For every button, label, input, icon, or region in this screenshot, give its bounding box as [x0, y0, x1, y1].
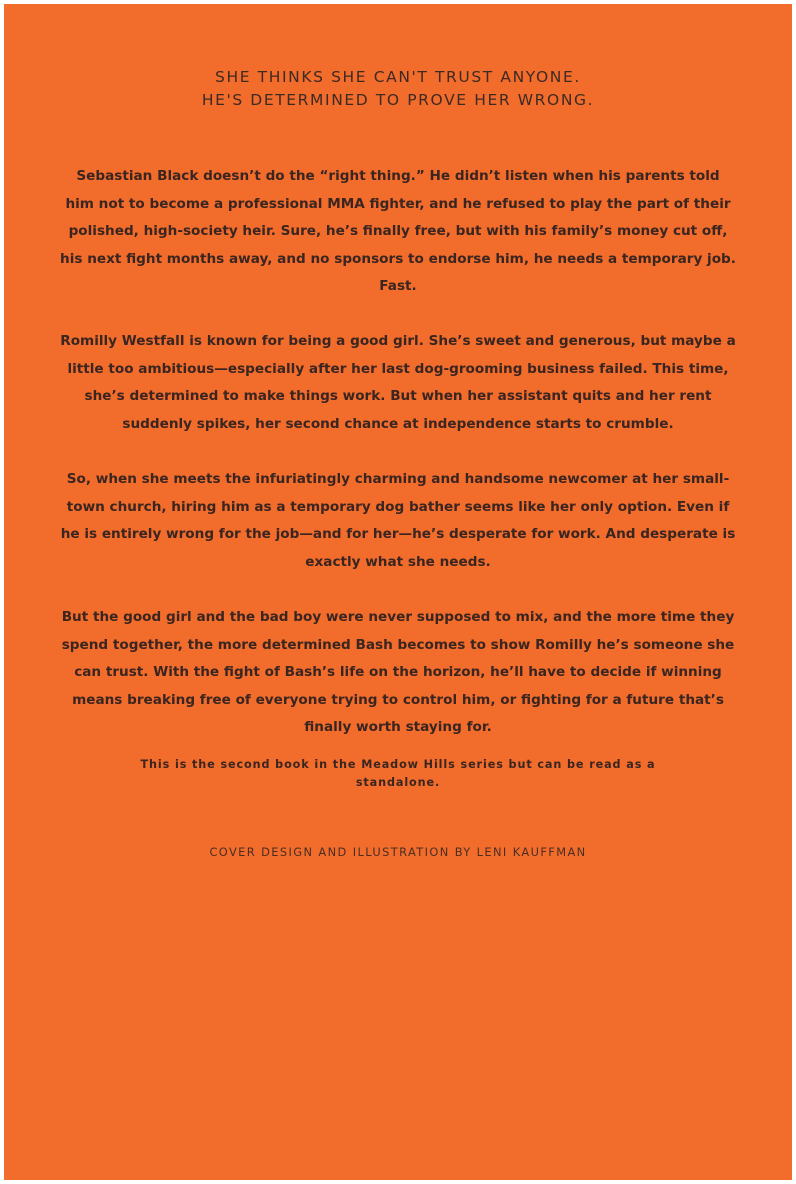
tagline — [4, 66, 792, 112]
tagline-line-2: HE'S DETERMINED TO PROVE HER WRONG. — [201, 91, 595, 109]
series-note: This is the second book in the Meadow Hills series but can be read as a standalone. — [140, 758, 656, 789]
blurb-paragraph-4: But the good girl and the bad boy were never supposed to mix, and the more time they spend together, the more determined Bash becomes to show Romilly he’s someone she can trust. With the fight of Bash’s life on the horizon, he’ll have to decide if winning means breaking free of everyone trying to control him, or fighting for a future that’s finally worth staying for. — [61, 609, 735, 735]
blurb-paragraph-1: Sebastian Black doesn’t do the “right thing.” He didn’t listen when his parents told him not to become a professional MMA fighter, and he refused to play the part of their polished, high-society heir. Sure, he’s finally free, but with his family’s money cut off, his next fight months away, and no sponsors to endorse him, he needs a temporary job. Fast. — [60, 168, 736, 294]
back-cover — [4, 4, 792, 1180]
tagline-line-1: SHE THINKS SHE CAN'T TRUST ANYONE. — [215, 68, 581, 86]
blurb-paragraph-2: Romilly Westfall is known for being a good girl. She’s sweet and generous, but maybe a little too ambitious—especially after her last dog-grooming business failed. This time, she’s determined to make things work. But when her assistant quits and her rent suddenly spikes, her second chance at independence starts to crumble. — [60, 333, 736, 432]
blurb-paragraph-3: So, when she meets the infuriatingly charming and handsome newcomer at her small-town church, hiring him as a temporary dog bather seems like her only option. Even if he is entirely wrong for the job—and for her—he’s desperate for work. And desperate is exactly what she needs. — [60, 471, 736, 570]
cover-credit: COVER DESIGN AND ILLUSTRATION BY LENI KAUFFMAN — [209, 845, 587, 859]
